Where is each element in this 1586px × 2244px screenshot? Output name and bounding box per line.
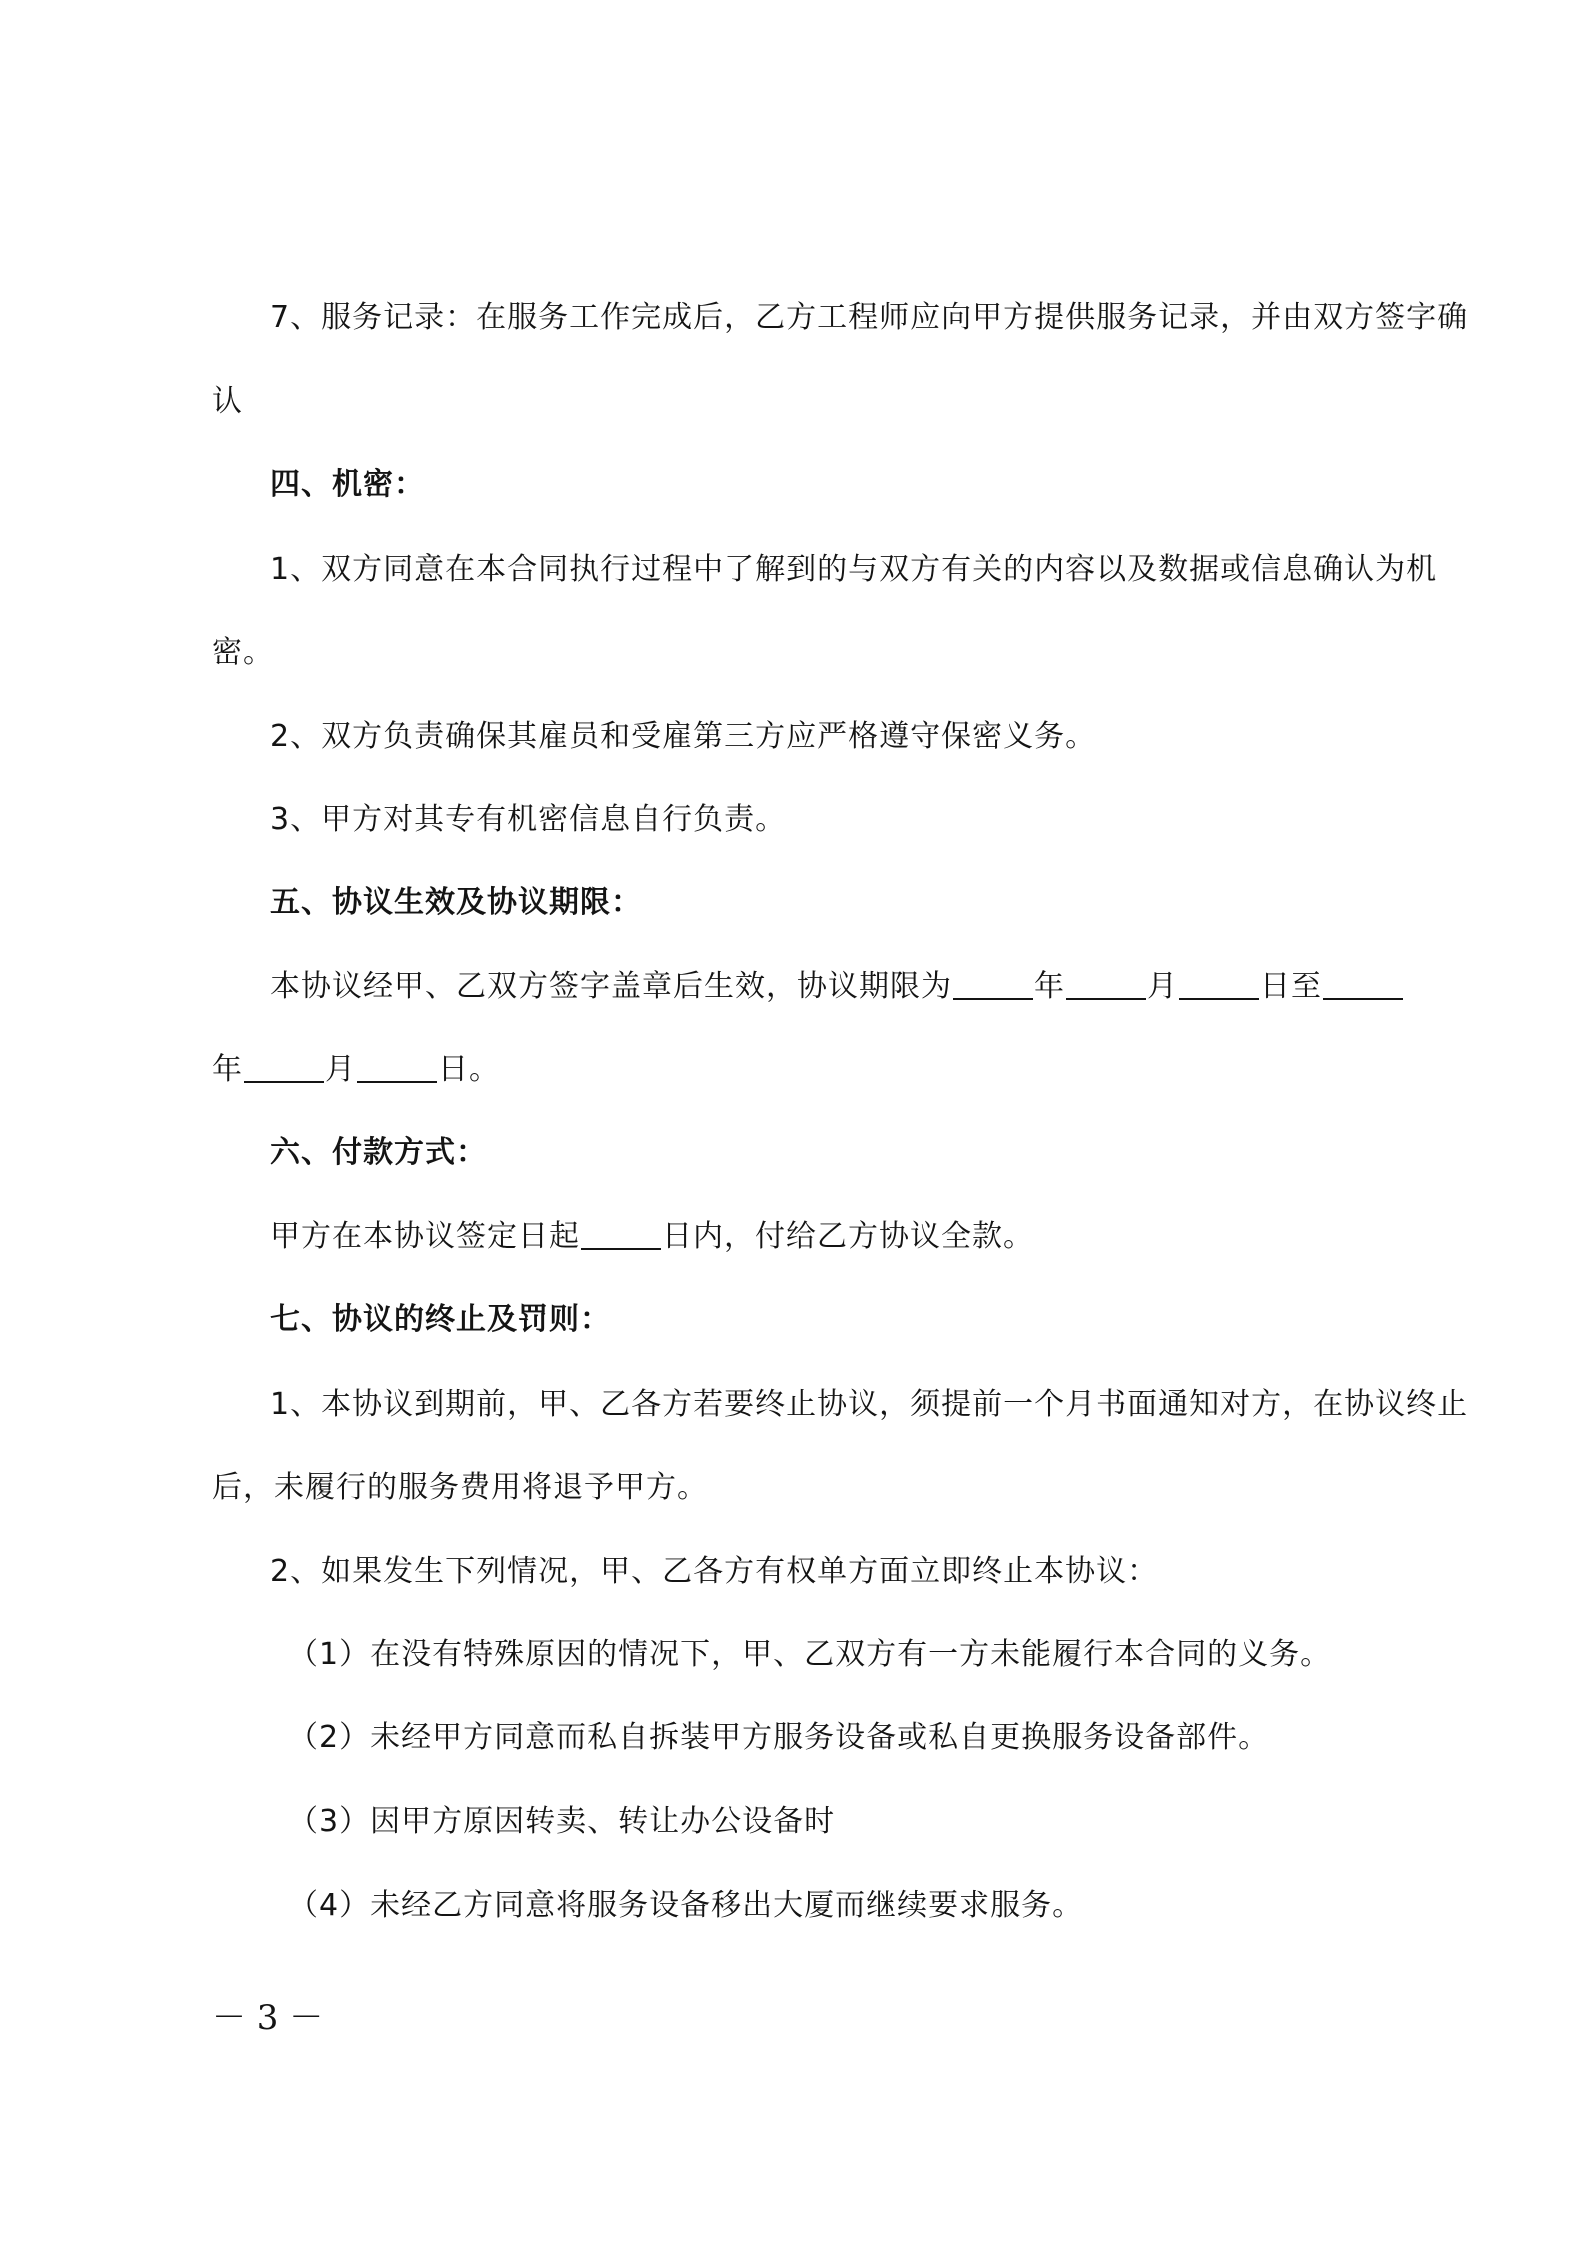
section4-heading: 四、机密： bbox=[270, 467, 425, 502]
payment-days-blank[interactable] bbox=[581, 1218, 661, 1250]
section6-heading: 六、付款方式： bbox=[270, 1135, 487, 1170]
section5-term-line1 bbox=[270, 967, 1404, 1007]
start-day-blank[interactable] bbox=[1179, 968, 1259, 1000]
start-month-blank[interactable] bbox=[1066, 968, 1146, 1000]
section6-payment-text bbox=[270, 1217, 1034, 1257]
section7-item2: 2、如果发生下列情况，甲、乙各方有权单方面立即终止本协议： bbox=[270, 1554, 1159, 1589]
section5-text-prefix: 本协议经甲、乙双方签字盖章后生效，协议期限为 bbox=[270, 969, 952, 1004]
start-year-label: 年 bbox=[1034, 969, 1065, 1004]
section4-item1-line2: 密。 bbox=[212, 635, 274, 670]
start-year-blank[interactable] bbox=[953, 968, 1033, 1000]
section7-item1-line2: 后，未履行的服务费用将退予甲方。 bbox=[212, 1470, 708, 1505]
termination-condition-1: （1）在没有特殊原因的情况下，甲、乙双方有一方未能履行本合同的义务。 bbox=[288, 1637, 1332, 1672]
section4-item2: 2、双方负责确保其雇员和受雇第三方应严格遵守保密义务。 bbox=[270, 719, 1097, 754]
section7-heading: 七、协议的终止及罚则： bbox=[270, 1302, 611, 1337]
section4-item3: 3、甲方对其专有机密信息自行负责。 bbox=[270, 802, 787, 837]
end-month-label: 月 bbox=[325, 1052, 356, 1087]
end-year-label: 年 bbox=[212, 1052, 243, 1087]
termination-condition-2: （2）未经甲方同意而私自拆装甲方服务设备或私自更换服务设备部件。 bbox=[288, 1720, 1270, 1755]
end-day-label: 日。 bbox=[438, 1052, 500, 1087]
termination-condition-4: （4）未经乙方同意将服务设备移出大厦而继续要求服务。 bbox=[288, 1888, 1084, 1923]
start-day-to-label: 日至 bbox=[1260, 969, 1322, 1004]
end-month-blank[interactable] bbox=[244, 1051, 324, 1083]
item7-service-record-line1: 7、服务记录：在服务工作完成后，乙方工程师应向甲方提供服务记录，并由双方签字确 bbox=[270, 300, 1469, 335]
item7-service-record-line2: 认 bbox=[212, 384, 243, 419]
start-month-label: 月 bbox=[1147, 969, 1178, 1004]
section7-item1-line1: 1、本协议到期前，甲、乙各方若要终止协议，须提前一个月书面通知对方，在协议终止 bbox=[270, 1387, 1469, 1422]
section4-item1-line1: 1、双方同意在本合同执行过程中了解到的与双方有关的内容以及数据或信息确认为机 bbox=[270, 552, 1438, 587]
section6-text-prefix: 甲方在本协议签定日起 bbox=[270, 1219, 580, 1254]
page-number: － 3 － bbox=[212, 1998, 324, 2038]
section5-heading: 五、协议生效及协议期限： bbox=[270, 885, 642, 920]
end-day-blank[interactable] bbox=[357, 1051, 437, 1083]
section5-term-line2 bbox=[212, 1050, 500, 1090]
end-year-blank-part1[interactable] bbox=[1323, 968, 1403, 1000]
termination-condition-3: （3）因甲方原因转卖、转让办公设备时 bbox=[288, 1804, 836, 1839]
section6-text-suffix: 日内，付给乙方协议全款。 bbox=[662, 1219, 1034, 1254]
